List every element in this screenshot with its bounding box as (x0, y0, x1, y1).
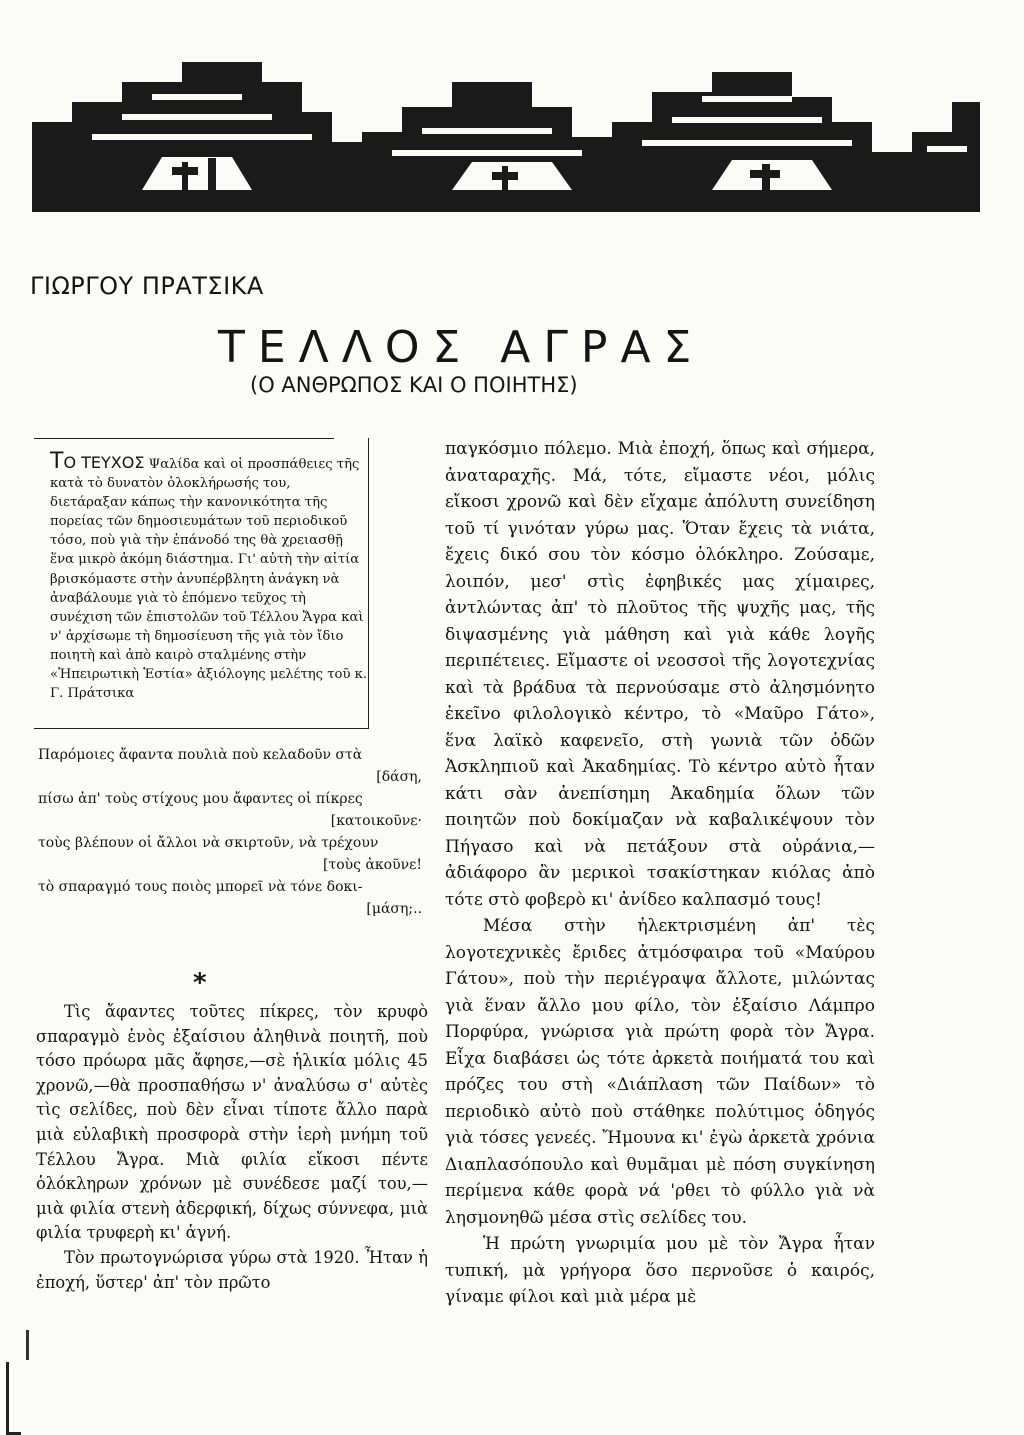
poem-line: πίσω ἀπ' τοὺς στίχους μου ἄφαντες οἱ πίκρες (38, 791, 363, 807)
epigraph-poem (38, 744, 422, 920)
poem-line: Παρόμοιες ἄφαντα πουλιὰ ποὺ κελαδοῦν στὰ (38, 747, 363, 763)
paragraph (445, 913, 875, 1231)
paragraph-text: Τὶς ἄφαντες τοῦτες πίκρες, τὸν κρυφὸ σπαραγμὸ ἑνὸς ἐξαίσιου ἀληθινὰ ποιητῆ, ποὺ τόσο πρόωρα μᾶς ἄφησε,—σὲ ἡλικία μόλις 45 χρονῶ,—θὰ προσπαθήσω ν' ἀναλύσω σ' αὐτὲς τὶς σελίδες, ποὺ δὲν εἶναι τίποτε ἄλλο παρὰ μιὰ εὐλαβικὴ προσφορὰ στὴν ἱερὴ μνήμη τοῦ Τέλλου Ἄγρα. Μιὰ φιλία εἴκοσι πέντε ὁλόκληρων χρόνων μὲ συνέδεσε μαζί του,—μιὰ φιλία στενὴ ἀδερφική, δίχως σύννεφα, μιὰ φιλία τρυφερὴ κι' ἁγνή. (36, 1002, 428, 1243)
editorial-notice (50, 449, 370, 703)
poem-line-continuation: [κατοικοῦνε· (330, 813, 422, 829)
left-column-text (36, 1000, 428, 1295)
margin-mark (26, 1330, 29, 1360)
paragraph (445, 436, 875, 913)
article-subtitle: (Ο ΑΝΘΡΩΠΟΣ ΚΑΙ Ο ΠΟΙΗΤΗΣ) (250, 373, 578, 397)
decorative-banner-image (32, 62, 980, 212)
paragraph-text: παγκόσμιο πόλεμο. Μιὰ ἐποχή, ὅπως καὶ σήμερα, ἀναταραχῆς. Μά, τότε, εἴμαστε νέοι, μόλις εἴκοσι χρονῶ καὶ δὲν εἴχαμε ἀπόλυτη συνείδηση τοῦ τί γινόταν γύρω μας. Ὅταν ἔχεις τὰ νιάτα, ἔχεις δικό σου τὸν κόσμο ὁλόκληρο. Ζούσαμε, λοιπόν, μεσ' στὶς ἐφηβικές μας χίμαιρες, ἀντλώντας ἀπ' τὸ πλοῦτος τῆς ψυχῆς μας, τῆς διψασμένης γιὰ μάθηση καὶ γιὰ κάθε λογῆς περιπέτειες. Εἴμαστε οἱ νεοσσοὶ τῆς λογοτεχνίας καὶ τὰ βράδυα τὰ περνούσαμε στὸ ἀλησμόνητο ἐκεῖνο φιλολογικὸ κέντρο, τὸ «Μαῦρο Γάτο», ἕνα λαϊκὸ καφενεῖο, στὴ γωνιὰ τῶν ὁδῶν Ἀσκληπιοῦ καὶ Ἀκαδημίας. Τὸ κέντρο αὐτὸ ἦταν κάτι σὰν ἀνεπίσημη Ἀκαδημία ὅλων τῶν ποιητῶν ποὺ δοκίμαζαν νὰ καβαλικέψουν τὸν Πήγασο καὶ νὰ πετάξουν στὰ οὐράνια,—ἀδιάφορο ἂν μερικοὶ τσακίστηκαν κιόλας ἀπὸ τότε στὸ φοβερὸ κι' ἀνίδεο καλπασμό τους! (445, 439, 875, 910)
paragraph (36, 1246, 428, 1295)
paragraph-text: Μέσα στὴν ἠλεκτρισμένη ἀπ' τὲς λογοτεχνικὲς ἔριδες ἀτμόσφαιρα τοῦ «Μαύρου Γάτου», ποὺ τὴν περιέγραψα ἄλλοτε, μιλώντας γιὰ ἕναν ἄλλο μου φίλο, τὸν ἐξαίσιο Λάμπρο Πορφύρα, γνώρισα γιὰ πρώτη φορὰ τὸν Ἄγρα. Εἶχα διαβάσει ὡς τότε ἀρκετὰ ποιήματά του καὶ πρόζες του στὴ «Διάπλαση τῶν Παίδων» τὸ περιοδικὸ αὐτὸ ποὺ στάθηκε πολύτιμος ὁδηγός γιὰ τόσες γενεές. Ἤμουνα κι' ἐγὼ ἀρκετὰ χρόνια Διαπλασόπουλο καὶ θυμᾶμαι μὲ πόση συγκίνηση περίμενα κάθε φορὰ νά 'ρθει τὸ φύλλο γιὰ νὰ λησμονηθῶ μέσα στὶς σελίδες του. (445, 916, 875, 1228)
notice-body: Ψαλίδα καὶ οἱ προσπάθειες τῆς κατὰ τὸ δυνατὸν ὁλοκλήρωσής του, διετάραξαν κάπως τὴν κανονικότητα τῆς πορείας τῶν δημοσιευμάτων τοῦ περιοδικοῦ τόσο, ποὺ γιὰ τὴν ἐπάνοδό της θὰ χρειασθῇ ἕνα μικρὸ ἀκόμη διάστημα. Γι' αὐτὴ τὴν αἰτία βρισκόμαστε στὴν ἀνυπέρβλητη ἀνάγκη νὰ ἀναβάλουμε γιὰ τὸ ἑπόμενο τεῦχος τὴ συνέχιση τῶν ἐπιστολῶν τοῦ Τέλλου Ἄγρα καὶ ν' ἀρχίσωμε τὴ δημοσίευση τῆς γιὰ τὸν ἴδιο ποιητὴ καὶ ἀπὸ καιρὸ σταλμένης στὴν «Ἠπειρωτικὴ Ἑστία» ἀξιόλογης μελέτης τοῦ κ. Γ. Πράτσικα (50, 457, 368, 702)
page-corner-mark (6, 1362, 21, 1435)
paragraph (445, 1231, 875, 1311)
poem-line-continuation: [δάση, (376, 769, 422, 785)
paragraph (36, 1000, 428, 1246)
author-name: ΓΙΩΡΓΟΥ ΠΡΑΤΣΙΚΑ (30, 272, 264, 300)
notice-lead: Ο ΤΕΥΧΟΣ (63, 453, 145, 472)
poem-line: τοὺς βλέπουν οἱ ἄλλοι νὰ σκιρτοῦν, νὰ τρέχουν (38, 835, 379, 851)
paragraph-text: Τὸν πρωτογνώρισα γύρω στὰ 1920. Ἦταν ἡ ἐποχή, ὕστερ' ἀπ' τὸν πρῶτο (36, 1247, 428, 1292)
poem-line-continuation: [μάση;.. (366, 901, 422, 917)
paragraph-text: Ἡ πρώτη γνωριμία μου μὲ τὸν Ἄγρα ἦταν τυπική, μὰ γρήγορα ὅσο περνοῦσε ὁ καιρός, γίναμε φίλοι καὶ μιὰ μέρα μὲ (445, 1234, 875, 1307)
poem-line: τὸ σπαραγμό τους ποιὸς μπορεῖ νὰ τόνε δοκι- (38, 879, 363, 895)
section-separator-asterisk: * (193, 968, 207, 998)
right-column-text (445, 436, 875, 1311)
poem-line-continuation: [τοὺς ἀκοῦνε! (323, 857, 422, 873)
notice-dropcap: Τ (50, 449, 64, 474)
article-title: ΤΕΛΛΟΣ ΑΓΡΑΣ (218, 322, 705, 373)
